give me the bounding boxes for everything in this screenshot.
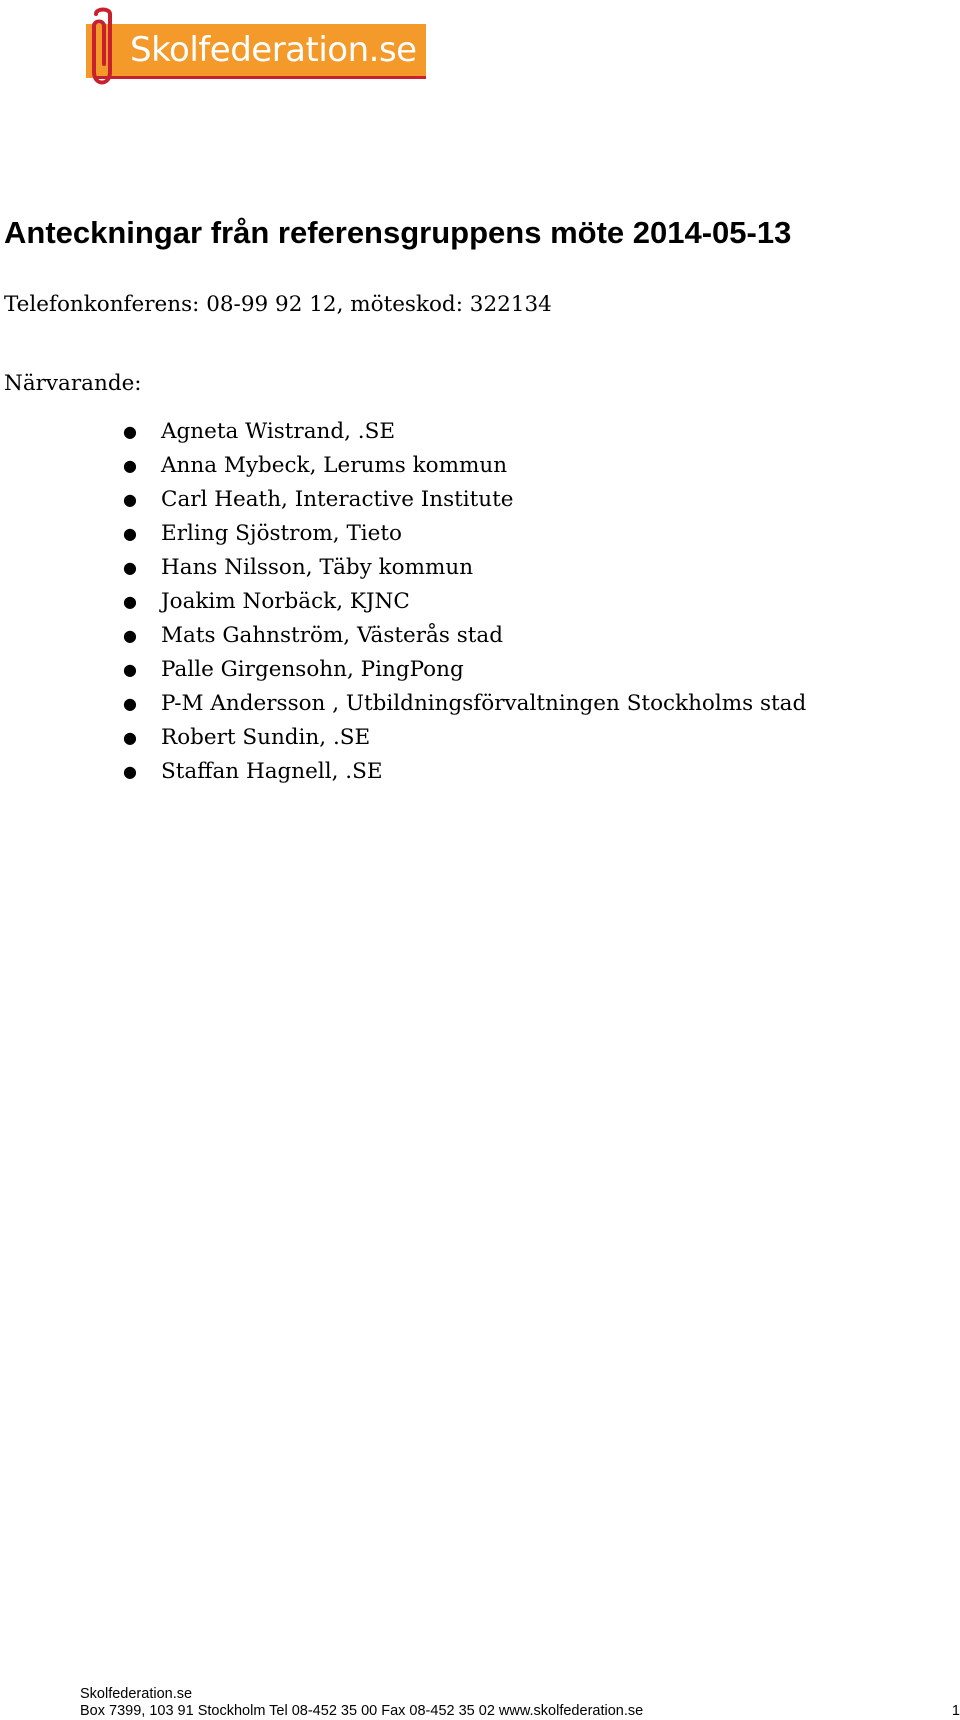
footer-address: Box 7399, 103 91 Stockholm Tel 08-452 35 00 Fax 08-452 35 02 www.skolfederation.se xyxy=(80,1703,644,1719)
attendee-name: Anna Mybeck, Lerums kommun xyxy=(161,453,508,478)
bullet-icon: ● xyxy=(123,660,137,679)
attendee-name: Robert Sundin, .SE xyxy=(161,725,371,750)
paperclip-icon xyxy=(86,6,122,92)
list-item xyxy=(0,622,806,656)
attendee-name: Staffan Hagnell, .SE xyxy=(161,759,383,784)
list-item xyxy=(0,452,806,486)
conference-phone-line: Telefonkonferens: 08-99 92 12, möteskod: 322134 xyxy=(4,292,552,317)
attendee-name: Mats Gahnström, Västerås stad xyxy=(161,623,503,648)
attendee-list xyxy=(0,418,806,792)
bullet-icon: ● xyxy=(123,626,137,645)
bullet-icon: ● xyxy=(123,490,137,509)
attendee-name: Joakim Norbäck, KJNC xyxy=(161,589,410,614)
attendee-name: Carl Heath, Interactive Institute xyxy=(161,487,514,512)
attendee-name: P-M Andersson , Utbildningsförvaltningen Stockholms stad xyxy=(161,691,807,716)
page-number: 1 xyxy=(951,1703,960,1719)
bullet-icon: ● xyxy=(123,558,137,577)
page-footer xyxy=(80,1686,960,1720)
footer-org-name: Skolfederation.se xyxy=(80,1686,193,1702)
bullet-icon: ● xyxy=(123,762,137,781)
bullet-icon: ● xyxy=(123,592,137,611)
attendee-name: Hans Nilsson, Täby kommun xyxy=(161,555,474,580)
list-item xyxy=(0,690,806,724)
bullet-icon: ● xyxy=(123,728,137,747)
bullet-icon: ● xyxy=(123,456,137,475)
list-item xyxy=(0,418,806,452)
list-item xyxy=(0,656,806,690)
footer-address-row xyxy=(80,1703,960,1720)
list-item xyxy=(0,520,806,554)
attendee-name: Erling Sjöstrom, Tieto xyxy=(161,521,402,546)
logo-underline xyxy=(96,76,426,79)
list-item xyxy=(0,588,806,622)
bullet-icon: ● xyxy=(123,694,137,713)
page-title: Anteckningar från referensgruppens möte 2014-05-13 xyxy=(4,215,792,250)
attendee-name: Agneta Wistrand, .SE xyxy=(161,419,396,444)
list-item xyxy=(0,758,806,792)
logo-text: Skolfederation.se xyxy=(130,30,417,70)
list-item xyxy=(0,724,806,758)
skolfederation-logo xyxy=(86,6,426,90)
bullet-icon: ● xyxy=(123,422,137,441)
bullet-icon: ● xyxy=(123,524,137,543)
list-item xyxy=(0,554,806,588)
list-item xyxy=(0,486,806,520)
attendee-name: Palle Girgensohn, PingPong xyxy=(161,657,464,682)
attendees-label: Närvarande: xyxy=(4,371,142,396)
